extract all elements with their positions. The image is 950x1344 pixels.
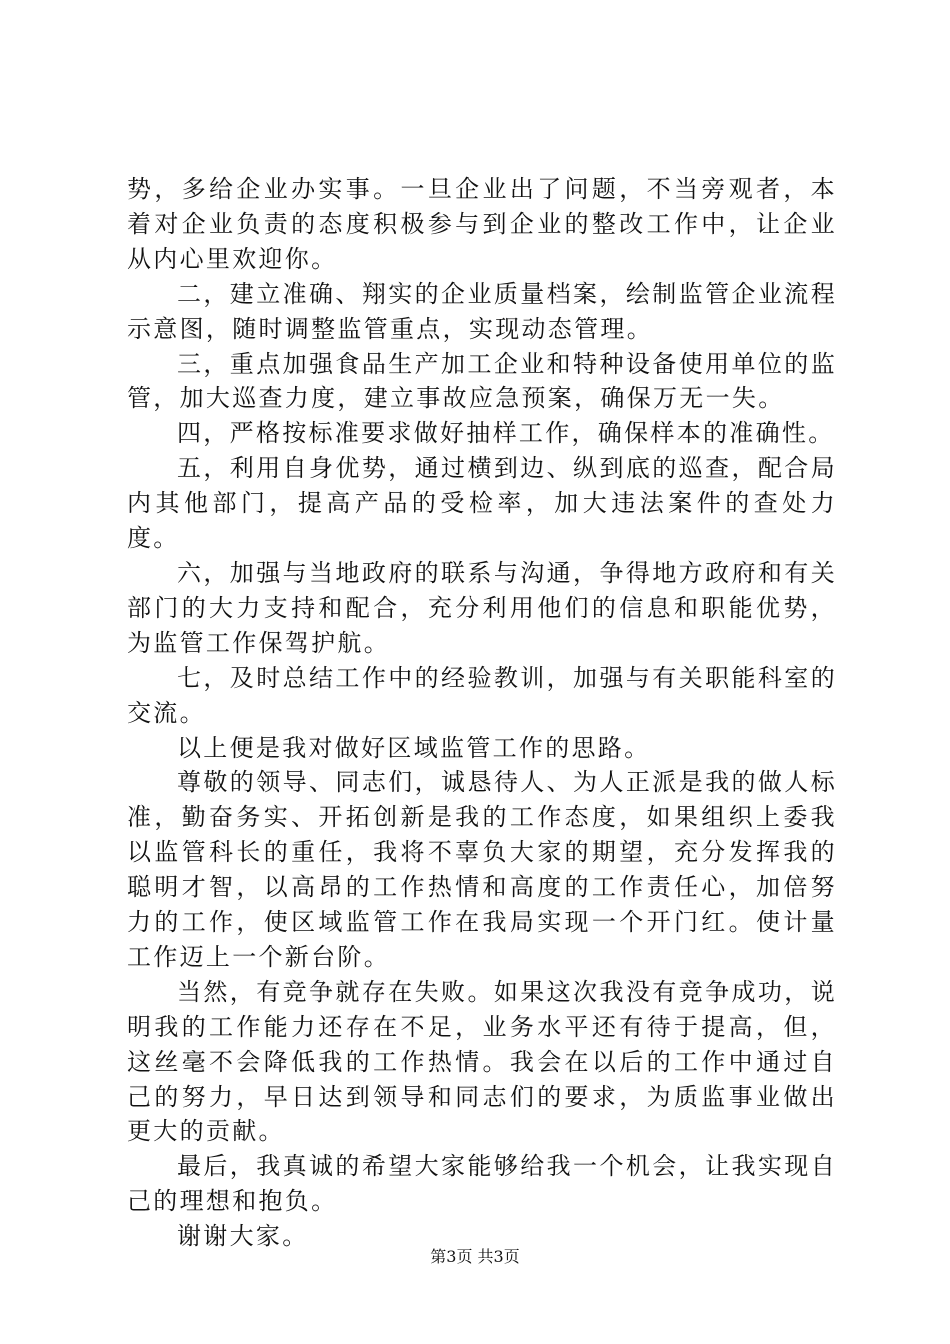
paragraph-item-7: 七，及时总结工作中的经验教训，加强与有关职能科室的交流。: [127, 663, 837, 727]
paragraph-item-5: 五，利用自身优势，通过横到边、纵到底的巡查，配合局内其他部门，提高产品的受检率，加大违法案件的查处力度。: [127, 454, 837, 553]
paragraph-item-2: 二，建立准确、翔实的企业质量档案，绘制监管企业流程示意图，随时调整监管重点，实现动态管理。: [127, 279, 837, 343]
paragraph-item-3: 三，重点加强食品生产加工企业和特种设备使用单位的监管，加大巡查力度，建立事故应急预案，确保万无一失。: [127, 349, 837, 413]
paragraph-thanks: 谢谢大家。: [177, 1222, 309, 1251]
paragraph-item-4: 四，严格按标准要求做好抽样工作，确保样本的准确性。: [177, 419, 835, 448]
paragraph-summary: 以上便是我对做好区域监管工作的思路。: [177, 733, 651, 762]
paragraph-continuation: 势，多给企业办实事。一旦企业出了问题，不当旁观者，本着对企业负责的态度积极参与到企业的整改工作中，让企业从内心里欢迎你。: [127, 175, 837, 273]
paragraph-closing-wish: 最后，我真诚的希望大家能够给我一个机会，让我实现自己的理想和抱负。: [127, 1152, 837, 1216]
document-body: [127, 172, 837, 1254]
paragraph-commitment: 尊敬的领导、同志们，诚恳待人、为人正派是我的做人标准，勤奋务实、开拓创新是我的工作态度，如果组织上委我以监管科长的重任，我将不辜负大家的期望，充分发挥我的聪明才智，以高昂的工作热情和高度的工作责任心，加倍努力的工作，使区域监管工作在我局实现一个开门红。使计量工作迈上一个新台阶。: [127, 768, 837, 971]
paragraph-item-6: 六，加强与当地政府的联系与沟通，争得地方政府和有关部门的大力支持和配合，充分利用他们的信息和职能优势，为监管工作保驾护航。: [127, 558, 837, 657]
page-number-footer: 第3页 共3页: [430, 1247, 520, 1266]
paragraph-failure-case: 当然，有竞争就存在失败。如果这次我没有竞争成功，说明我的工作能力还存在不足，业务水平还有待于提高，但，这丝毫不会降低我的工作热情。我会在以后的工作中通过自己的努力，早日达到领导和同志们的要求，为质监事业做出更大的贡献。: [127, 977, 837, 1146]
